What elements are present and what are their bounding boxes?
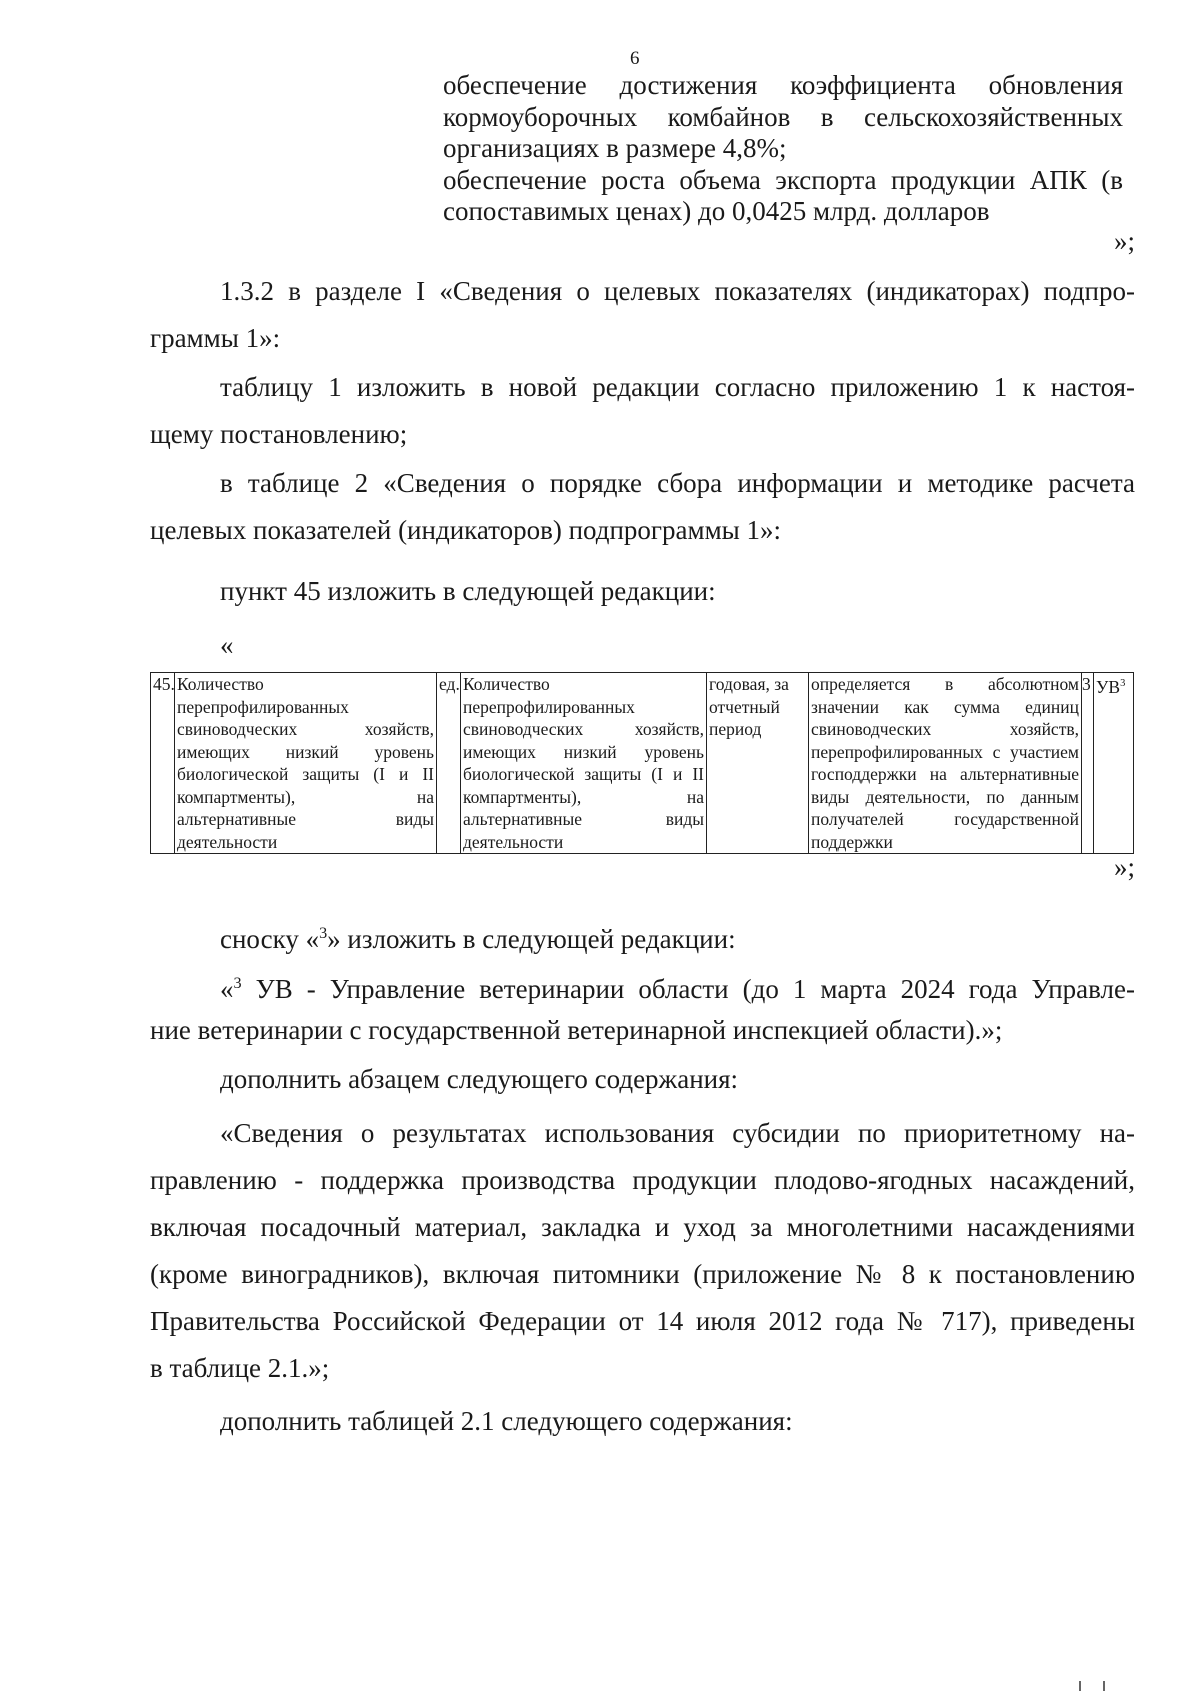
text-fragment: сноску « [220, 924, 320, 954]
text-line [220, 920, 736, 953]
closing-quote: »; [1113, 852, 1135, 882]
indicator-name: Количество перепрофилированных свиноводческих хозяйств, имеющих низкий уровень биологической защиты (I и II компартменты), на альтернативные виды деятельности [175, 673, 437, 854]
text-line: в таблице 2 «Сведения о порядке сбора информации и методике расчета [220, 468, 1135, 498]
method-code: 3 [1082, 673, 1094, 854]
footnote-ref: 3 [319, 924, 328, 942]
text-fragment: УВ - Управление ветеринарии области (до 1 марта 2024 года Управле- [241, 974, 1135, 1004]
paragraph: обеспечение роста объема экспорта продукции АПК (в сопоставимых ценах) до 0,0425 млрд. долларов [443, 164, 1123, 226]
calculation-method: определяется в абсолютном значении как сумма единиц свиноводческих хозяйств, перепрофилированных с участием господдержки на альтернативные виды деятельности, по данным получателей государственной поддержки [809, 673, 1082, 854]
indicator-definition: Количество перепрофилированных свиноводческих хозяйств, имеющих низкий уровень биологической защиты (I и II компартменты), на альтернативные виды деятельности [461, 673, 707, 854]
text-fragment: » изложить в следующей редакции: [327, 924, 736, 954]
footnote-ref: 3 [1120, 678, 1126, 689]
row-number: 45. [151, 673, 175, 854]
footnote-ref: 3 [233, 974, 242, 992]
page-edge-mark [1079, 1681, 1105, 1691]
text-line: целевых показателей (индикаторов) подпрограммы 1»: [150, 515, 782, 545]
text-line: 1.3.2 в разделе I «Сведения о целевых показателях (индикаторах) подпро- [220, 276, 1135, 306]
text-line: « [220, 630, 234, 660]
responsible-body [1094, 673, 1134, 854]
table-row [151, 673, 1134, 854]
responsible-abbr: УВ [1096, 676, 1121, 697]
text-fragment: « [220, 974, 234, 1004]
text-line: щему постановлению; [150, 419, 408, 449]
text-line: в таблице 2.1.»; [150, 1353, 330, 1383]
text-line: (кроме виноградников), включая питомники (приложение № 8 к постановлению [150, 1259, 1135, 1289]
point45-table [150, 672, 1134, 854]
continued-text-block [443, 70, 1123, 228]
text-line: пункт 45 изложить в следующей редакции: [220, 576, 716, 606]
page-number: 6 [630, 48, 640, 69]
text-line: граммы 1»: [150, 323, 281, 353]
text-line: дополнить абзацем следующего содержания: [220, 1064, 739, 1094]
paragraph: обеспечение достижения коэффициента обновления кормоуборочных комбайнов в сельскохозяйственных организациях в размере 4,8%; [443, 70, 1123, 163]
text-line: «Сведения о результатах использования субсидии по приоритетному на- [220, 1118, 1135, 1148]
closing-quote: »; [1113, 226, 1135, 256]
text-line: таблицу 1 изложить в новой редакции согласно приложению 1 к настоя- [220, 372, 1135, 402]
text-line: правлению - поддержка производства продукции плодово-ягодных насаждений, [150, 1165, 1135, 1195]
text-line: ние ветеринарии с государственной ветеринарной инспекцией области).»; [150, 1015, 1003, 1045]
text-line: включая посадочный материал, закладка и уход за многолетними насаждениями [150, 1212, 1135, 1242]
text-line: Правительства Российской Федерации от 14 июля 2012 года № 717), приведены [150, 1306, 1135, 1336]
unit: ед. [437, 673, 461, 854]
periodicity: годовая, за отчетный период [707, 673, 809, 854]
text-line [220, 970, 1135, 1003]
text-line: дополнить таблицей 2.1 следующего содержания: [220, 1406, 793, 1436]
